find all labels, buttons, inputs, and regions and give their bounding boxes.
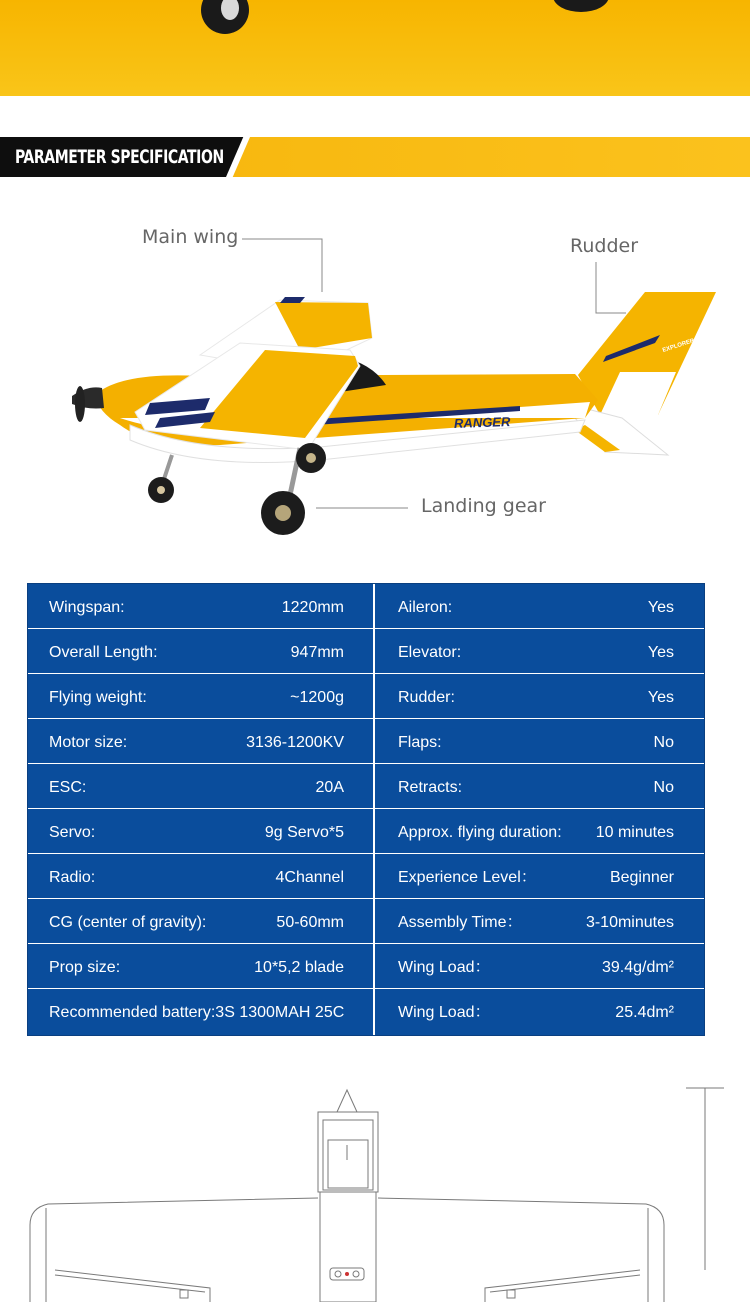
spec-value: 3136-1200KV <box>246 734 344 751</box>
spec-value: Yes <box>647 689 674 706</box>
spec-value: 9g Servo*5 <box>264 824 344 841</box>
spec-value: Yes <box>647 644 674 661</box>
spec-value: 4Channel <box>275 869 344 886</box>
spec-value: 10 minutes <box>595 824 674 841</box>
spec-label: Elevator: <box>398 644 462 661</box>
callout-landing-gear: Landing gear <box>421 495 546 517</box>
spec-value <box>344 989 359 1034</box>
spec-label: Wingspan: <box>49 599 125 616</box>
spec-label: Recommended battery:3S 1300MAH 25C <box>49 1004 345 1021</box>
spec-value: 50-60mm <box>276 914 344 931</box>
spec-label: Servo: <box>49 824 96 841</box>
spec-label: Flying weight: <box>49 689 147 706</box>
spec-label: Aileron: <box>398 599 453 616</box>
spec-label: Overall Length: <box>49 644 158 661</box>
spec-label: Motor size: <box>49 734 128 751</box>
wheels-illustration <box>0 0 750 96</box>
table-row <box>28 674 704 719</box>
spec-label: Wing Load： <box>398 959 491 976</box>
spec-value: 20A <box>315 779 344 796</box>
table-row <box>28 854 704 899</box>
spec-label: Rudder: <box>398 689 455 706</box>
spec-label: Approx. flying duration: <box>398 824 562 841</box>
spec-label: Flaps: <box>398 734 442 751</box>
plane-name-decal: RANGER <box>453 414 511 431</box>
spec-label: CG (center of gravity): <box>49 914 207 931</box>
table-row <box>28 584 704 629</box>
table-row <box>28 989 704 1034</box>
plane-illustration <box>0 200 750 560</box>
table-row <box>28 719 704 764</box>
callout-rudder: Rudder <box>570 235 639 257</box>
spec-value: No <box>653 734 674 751</box>
tail-logo-decal: EXPLORER <box>661 338 696 354</box>
spec-label: Experience Level： <box>398 869 537 886</box>
spec-label: Prop size: <box>49 959 121 976</box>
spec-value: 1220mm <box>281 599 344 616</box>
section-banner <box>0 137 750 177</box>
spec-value: 39.4g/dm² <box>601 959 674 976</box>
table-row <box>28 809 704 854</box>
spec-value: ~1200g <box>290 689 344 706</box>
section-title: PARAMETER SPECIFICATION <box>15 146 224 168</box>
spec-value: No <box>653 779 674 796</box>
spec-value: 10*5,2 blade <box>254 959 344 976</box>
spec-table <box>27 583 705 1036</box>
spec-label: Retracts: <box>398 779 463 796</box>
top-view-line-drawing <box>0 1060 750 1302</box>
table-row <box>28 899 704 944</box>
spec-value: 25.4dm² <box>615 1004 674 1021</box>
table-row <box>28 764 704 809</box>
spec-value: Yes <box>647 599 674 616</box>
spec-value: 947mm <box>290 644 344 661</box>
spec-value: Beginner <box>609 869 674 886</box>
spec-label: Radio: <box>49 869 96 886</box>
hero-banner <box>0 0 750 96</box>
spec-label: Assembly Time： <box>398 914 523 931</box>
spec-value: 3-10minutes <box>585 914 674 931</box>
spec-label: Wing Load： <box>398 1004 491 1021</box>
spec-label: ESC: <box>49 779 87 796</box>
table-row <box>28 629 704 674</box>
plane-top-view-diagram <box>0 1060 750 1302</box>
table-row <box>28 944 704 989</box>
callout-main-wing: Main wing <box>142 226 239 248</box>
